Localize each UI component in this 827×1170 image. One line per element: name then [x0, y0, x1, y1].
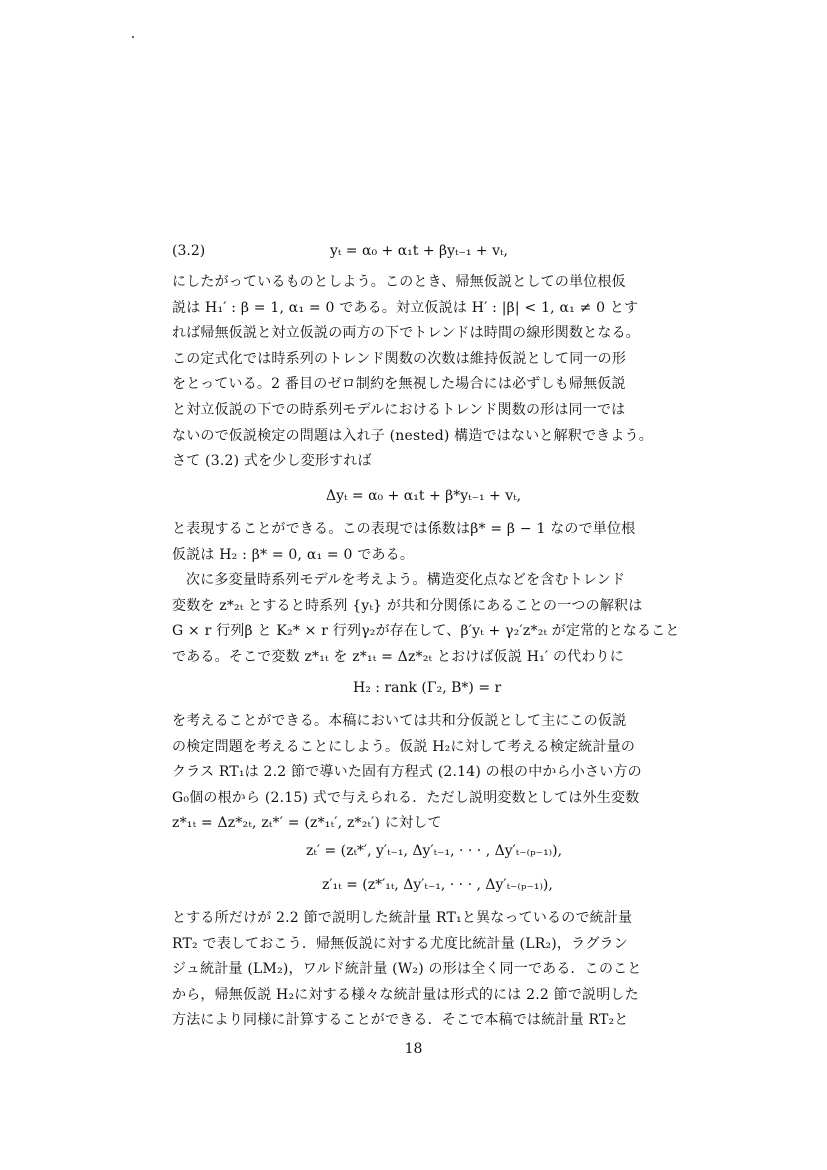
text-line: と対立仮説の下での時系列モデルにおけるトレンド関数の形は同一では — [172, 401, 626, 418]
text-line: クラス RT₁は 2.2 節で導いた固有方程式 (2.14) の根の中から小さい方の — [172, 764, 642, 781]
equation-number-3-2: (3.2) — [172, 243, 206, 259]
text-line: G × r 行列β と K₂* × r 行列γ₂が存在して、β′yₜ + γ₂′z*₂ₜ が定常的となること — [172, 623, 680, 640]
scan-speck — [132, 36, 134, 38]
text-line: さて (3.2) 式を少し変形すれば — [172, 453, 372, 470]
paragraph-3 — [172, 709, 692, 837]
text-line: から，帰無仮説 H₂に対する様々な統計量は形式的には 2.2 節で説明した — [172, 986, 639, 1003]
text-line: G₀個の根から (2.15) 式で与えられる．ただし説明変数としては外生変数 — [172, 789, 640, 806]
text-line: とする所だけが 2.2 節で説明した統計量 RT₁と異なっているので統計量 — [172, 910, 633, 926]
paragraph-1 — [172, 270, 692, 475]
text-line: この定式化では時系列のトレンド関数の次数は維持仮説として同一の形 — [172, 350, 627, 367]
text-line: RT₂ で表しておこう．帰無仮説に対する尤度比統計量 (LR₂)，ラグラン — [172, 935, 628, 952]
text-line: をとっている。2 番目のゼロ制約を無視した場合には必ずしも帰無仮説 — [172, 376, 626, 393]
equation-rank: H₂ : rank (Γ₂, B*) = r — [353, 680, 502, 696]
text-line: 次に多変量時系列モデルを考えよう。構造変化点などを含むトレンド — [186, 572, 626, 589]
equation-z-t: zₜ′ = (zₜ*′, y′ₜ₋₁, Δy′ₜ₋₁, · · · , Δy′ₜ₋₍ₚ₋₁₎), — [306, 843, 563, 859]
paragraph-2 — [172, 517, 692, 671]
page-number: 18 — [404, 1041, 423, 1057]
equation-delta-y: Δyₜ = α₀ + α₁t + β*yₜ₋₁ + vₜ, — [326, 488, 522, 504]
text-line: の検定問題を考えることにしよう。仮説 H₂に対して考える検定統計量の — [172, 738, 636, 755]
text-line: z*₁ₜ = Δz*₂ₜ, zₜ*′ = (z*₁ₜ′, z*₂ₜ′) に対して — [172, 815, 442, 832]
text-line: と表現することができる。この表現では係数はβ* = β − 1 なので単位根 — [172, 521, 636, 537]
text-line: にしたがっているものとしよう。このとき、帰無仮説としての単位根仮 — [172, 274, 626, 290]
paragraph-4 — [172, 906, 692, 1034]
equation-z-1t: z′₁ₜ = (z*′₁ₜ, Δy′ₜ₋₁, · · · , Δy′ₜ₋₍ₚ₋₁₎), — [322, 877, 553, 893]
text-line: ジュ統計量 (LM₂)，ワルド統計量 (W₂) の形は全く同一である．このこと — [172, 961, 642, 978]
equation-3-2: yₜ = α₀ + α₁t + βyₜ₋₁ + vₜ, — [330, 243, 508, 259]
text-line: 変数を z*₂ₜ とすると時系列 {yₜ} が共和分関係にあることの一つの解釈は — [172, 597, 643, 614]
text-line: 方法により同様に計算することができる．そこで本稿では統計量 RT₂と — [172, 1012, 629, 1029]
text-line: 仮説は H₂ : β* = 0, α₁ = 0 である。 — [172, 546, 415, 563]
text-line: を考えることができる。本稿においては共和分仮説として主にこの仮説 — [172, 713, 627, 729]
text-line: である。そこで変数 z*₁ₜ を z*₁ₜ = Δz*₂ₜ とおけば仮説 H₁′ の代わりに — [172, 648, 624, 665]
text-line: れば帰無仮説と対立仮説の両方の下でトレンドは時間の線形関数となる。 — [172, 325, 640, 342]
text-line: 説は H₁′ : β = 1, α₁ = 0 である。対立仮説は H′ : |β| < 1, α₁ ≠ 0 とす — [172, 299, 639, 316]
text-line: ないので仮説検定の問題は入れ子 (nested) 構造ではないと解釈できよう。 — [172, 427, 653, 444]
